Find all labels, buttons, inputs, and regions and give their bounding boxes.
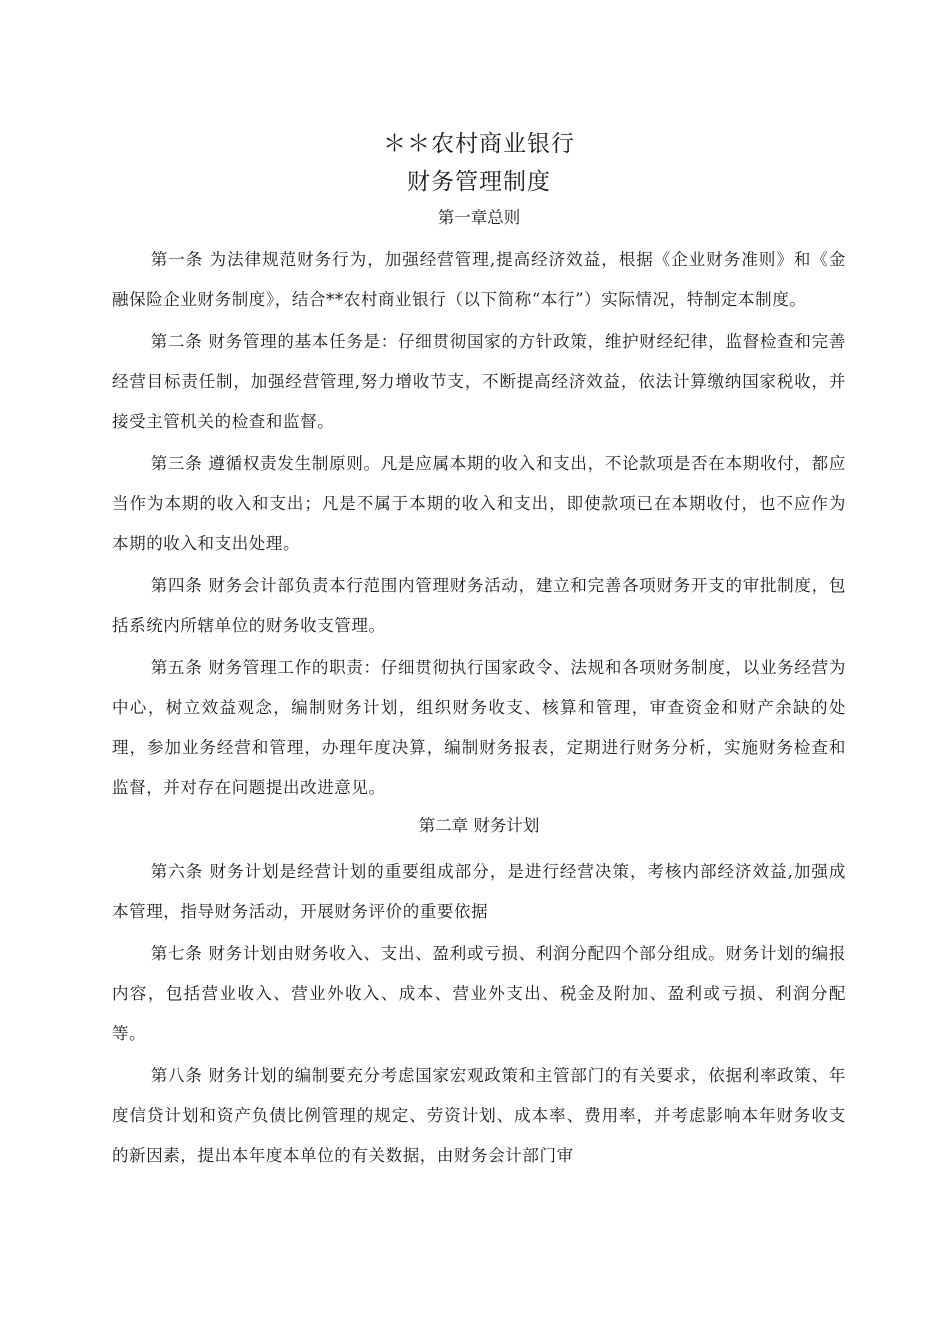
- document-title: ＊＊农村商业银行: [383, 131, 575, 157]
- article-4: 第四条 财务会计部负责本行范围内管理财务活动，建立和完善各项财务开支的审批制度，包括系统内所辖单位的财务收支管理。: [112, 576, 846, 635]
- document-subtitle: 财务管理制度: [407, 169, 551, 195]
- article-3: 第三条 遵循权责发生制原则。凡是应属本期的收入和支出，不论款项是否在本期收付，都应当作为本期的收入和支出；凡是不属于本期的收入和支出，即使款项已在本期收付，也不应作为本期的收入和支出处理。: [112, 454, 846, 553]
- article-8: 第八条 财务计划的编制要充分考虑国家宏观政策和主管部门的有关要求，依据利率政策、年度信贷计划和资产负债比例管理的规定、劳资计划、成本率、费用率，并考虑影响本年财务收支的新因素，提出本年度本单位的有关数据，由财务会计部门审: [112, 1066, 846, 1165]
- article-5: 第五条 财务管理工作的职责：仔细贯彻执行国家政令、法规和各项财务制度，以业务经营为中心，树立效益观念，编制财务计划，组织财务收支、核算和管理，审查资金和财产余缺的处理，参加业务经营和管理，办理年度决算，编制财务报表，定期进行财务分析，实施财务检查和监督，并对存在问题提出改进意见。: [112, 658, 846, 797]
- article-2: 第二条 财务管理的基本任务是：仔细贯彻国家的方针政策，维护财经纪律，监督检查和完善经营目标责任制，加强经营管理,努力增收节支，不断提高经济效益，依法计算缴纳国家税收，并接受主管机关的检查和监督。: [112, 332, 846, 431]
- chapter-heading-2: 第二章 财务计划: [418, 816, 540, 835]
- article-6: 第六条 财务计划是经营计划的重要组成部分，是进行经营决策，考核内部经济效益,加强成本管理，指导财务活动，开展财务评价的重要依据: [112, 862, 846, 921]
- article-7: 第七条 财务计划由财务收入、支出、盈利或亏损、利润分配四个部分组成。财务计划的编报内容，包括营业收入、营业外收入、成本、营业外支出、税金及附加、盈利或亏损、利润分配等。: [112, 944, 846, 1043]
- chapter-heading-1: 第一章总则: [437, 208, 521, 227]
- document-page: [112, 126, 846, 1178]
- article-1: 第一条 为法律规范财务行为，加强经营管理,提高经济效益，根据《企业财务准则》和《金融保险企业财务制度》，结合**农村商业银行（以下简称“本行”）实际情况，特制定本制度。: [112, 250, 846, 309]
